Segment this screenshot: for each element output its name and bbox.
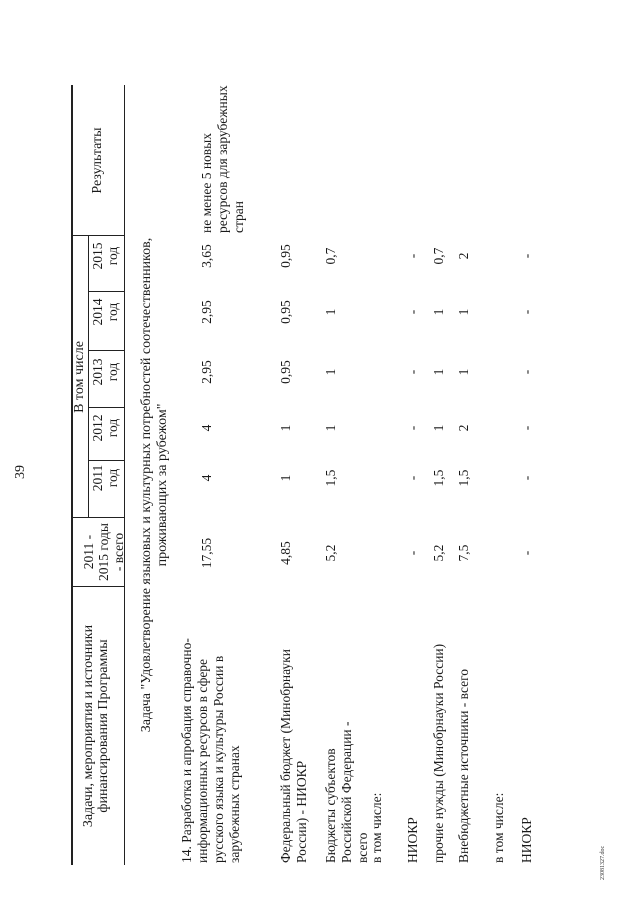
cell-total: - [405,550,420,556]
cell-total: 17,55 [199,537,214,569]
cell-2012: 1 [278,424,293,432]
cell-2012: 1 [323,424,338,432]
cell-total: 5,2 [323,544,338,562]
row-label: Федеральный бюджет (Минобрнауки России) - НИОКР [278,649,309,863]
header-year-2015: 2015 год [90,242,120,270]
cell-2011: - [405,475,420,481]
cell-2014: 1 [431,308,446,316]
cell-total: 4,85 [278,541,293,565]
cell-2014: 1 [323,308,338,316]
header-bottom-border [124,85,125,865]
cell-total: 5,2 [431,544,446,562]
cell-2012: 1 [431,424,446,432]
year-group-divider [88,236,89,518]
cell-2012: - [519,425,534,431]
cell-2011: 1,5 [323,469,338,487]
cell-2012: 4 [199,424,214,432]
cell-2011: 1 [278,474,293,482]
row-label: Внебюджетные источники - всего [456,668,471,863]
cell-2015: - [405,253,420,259]
row-label: НИОКР [519,817,534,863]
col-divider-4 [88,407,124,408]
col-divider-5 [88,350,124,351]
row-label: в том числе: [491,792,506,863]
cell-2013: - [519,369,534,375]
cell-2013: - [405,369,420,375]
header-total: 2011 - 2015 годы - всего [81,523,126,581]
cell-2014: - [519,309,534,315]
cell-2014: 2,95 [199,300,214,324]
cell-total: 7,5 [456,544,471,562]
cell-2013: 1 [456,368,471,376]
rotated-table-page [13,85,640,865]
header-year-2012: 2012 год [90,414,120,442]
header-in-that-number: В том числе [72,341,87,413]
cell-2015: 0,7 [431,247,446,265]
cell-2015: 0,7 [323,247,338,265]
cell-2015: 2 [456,252,471,260]
cell-2015: 3,65 [199,244,214,268]
row-label: в том числе: [369,792,384,863]
row-label: НИОКР [405,817,420,863]
header-results: Результаты [90,127,105,194]
cell-2014: - [405,309,420,315]
footer-filename: 23081327.doc [600,845,606,880]
cell-2011: - [519,475,534,481]
cell-2013: 2,95 [199,360,214,384]
cell-2014: 1 [456,308,471,316]
row-label: Бюджеты субъектов Российской Федерации - всего [323,721,370,863]
cell-2014: 0,95 [278,300,293,324]
page-number: 39 [13,465,28,479]
header-year-2014: 2014 год [90,298,120,326]
header-year-2013: 2013 год [90,358,120,386]
cell-2012: 2 [456,424,471,432]
cell-total: - [519,550,534,556]
cell-2013: 1 [323,368,338,376]
cell-2011: 4 [199,474,214,482]
cell-2011: 1,5 [456,469,471,487]
cell-2011: 1,5 [431,469,446,487]
col-divider-6 [88,291,124,292]
cell-2012: - [405,425,420,431]
task-heading: Задача "Удовлетворение языковых и культурных потребностей соотечественников, проживающих за рубежом" [139,237,170,733]
cell-2013: 0,95 [278,360,293,384]
header-year-2011: 2011 год [90,464,120,492]
row-label: 14. Разработка и апробация справочно-информационных ресурсов в сфере русского языка и культуры России в зарубежных странах [179,638,242,863]
col-divider-3 [88,460,124,461]
cell-2015: 0,95 [278,244,293,268]
cell-result: не менее 5 новых ресурсов для зарубежных стран [199,85,246,233]
cell-2015: - [519,253,534,259]
cell-2013: 1 [431,368,446,376]
row-label: прочие нужды (Минобрнауки России) [431,643,446,863]
header-tasks: Задачи, мероприятия и источники финансирования Программы [81,624,111,828]
